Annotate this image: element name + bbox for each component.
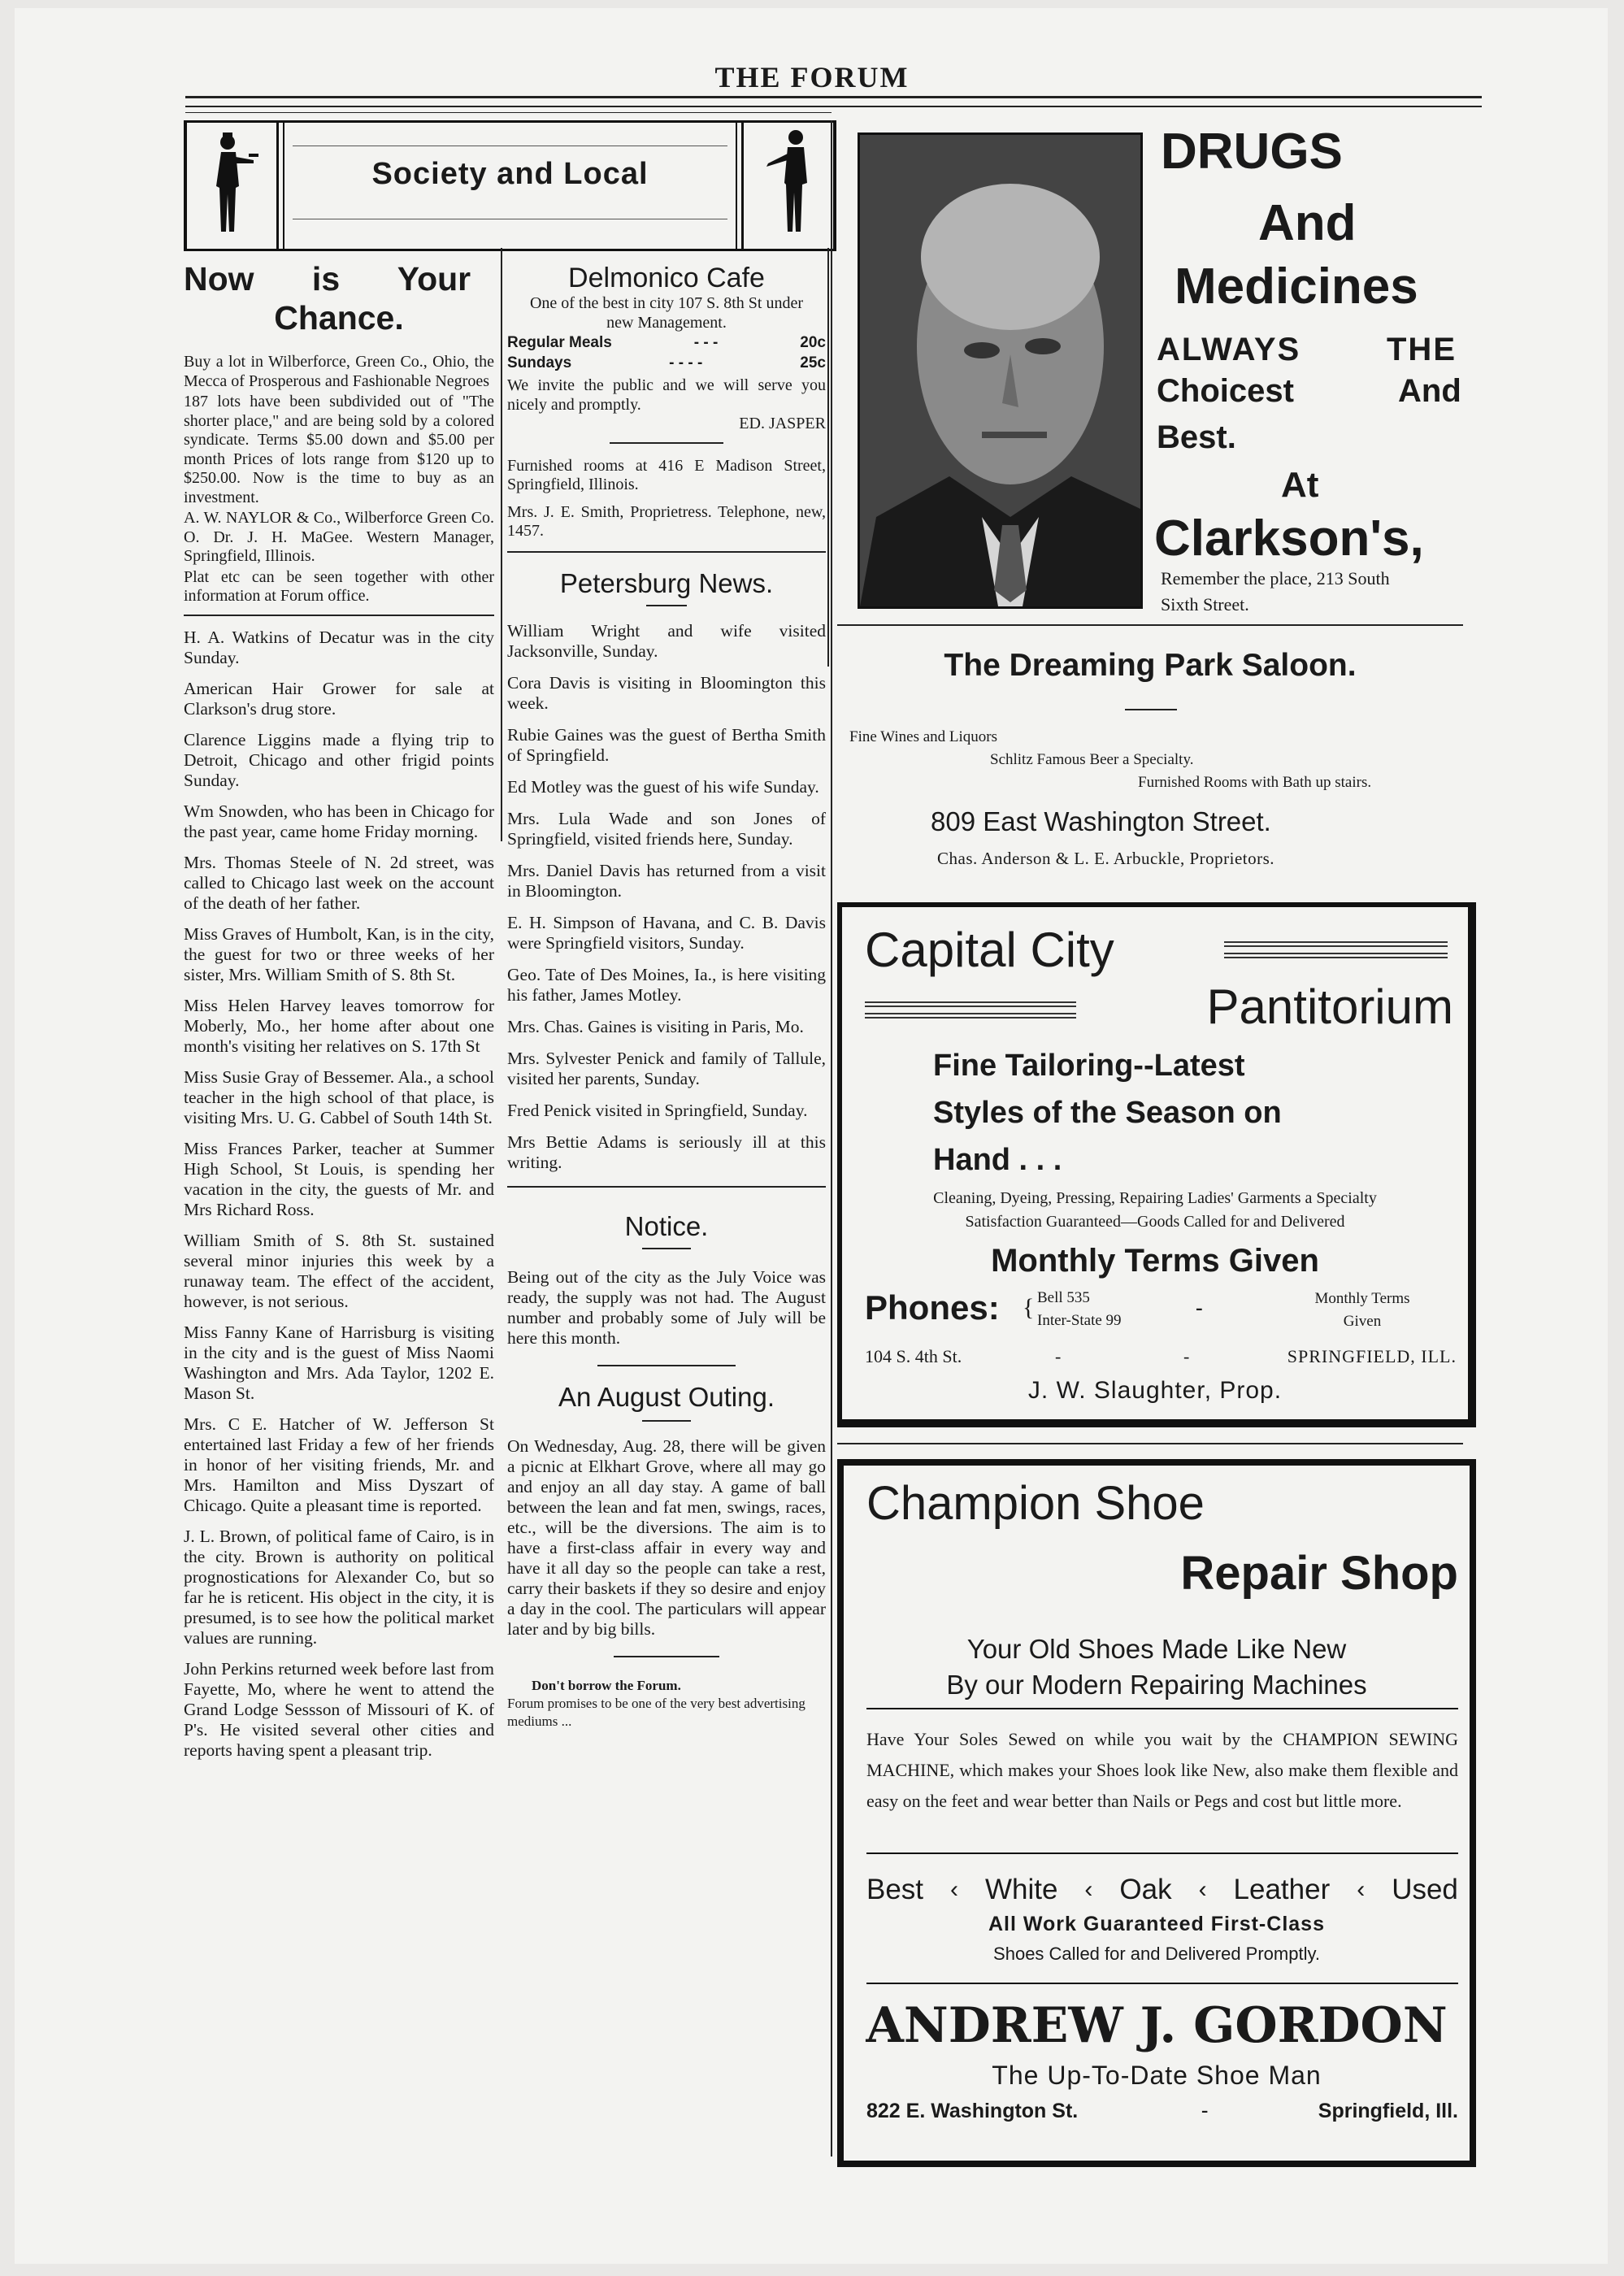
petersburg.items-item: Geo. Tate of Des Moines, Ia., is here visiting his father, James Motley. [507,964,826,1005]
shoe-rule-2 [866,1853,1458,1854]
saloon-wines: Fine Wines and Liquors [849,728,998,745]
arrow-icon: ‹ [1084,1876,1093,1903]
meal-price: 25c [800,354,826,371]
saloon-title: The Dreaming Park Saloon. [944,648,1357,683]
notice-rule [642,1248,691,1249]
chance-headline-1: Now is Your [184,260,471,298]
pantitorium-title2: Pantitorium [1206,979,1453,1034]
pantitorium-services: Cleaning, Dyeing, Pressing, Repairing Ladies' Garments a Specialty [933,1189,1377,1207]
leather-word: Oak [1119,1874,1172,1905]
chance-headline-2: Chance. [274,299,404,337]
arrow-icon: ‹ [1198,1876,1207,1903]
drugs-best: Best. [1157,419,1236,455]
pantitorium-terms: Monthly Terms Given [991,1243,1319,1279]
locals_left-item: William Smith of S. 8th St. sustained several minor injuries this week by a runaway team. The effect of the accident, however, is not serious. [184,1230,494,1311]
pantitorium-given: Given [1343,1313,1382,1330]
drugs-store: Clarkson's, [1154,510,1424,567]
drugs-remember: Remember the place, 213 South [1161,568,1390,589]
delmonico-rule [610,442,723,444]
pantitorium-interstate: Inter-State 99 [1037,1312,1122,1329]
portrait-image [860,135,1140,606]
chance-rule [184,615,494,616]
saloon-beer: Schlitz Famous Beer a Specialty. [990,751,1194,768]
petersburg.items-item: Rubie Gaines was the guest of Bertha Smith of Springfield. [507,724,826,765]
chance.paragraphs-item: Plat etc can be seen together with other information at Forum office. [184,567,494,605]
chance.paragraphs-item: 187 lots have been subdivided out of "The shorter place," and are being sold by a colored syndicate. Terms $5.00 down and $5.00 per month Prices of lots range from $120 up to $250.00. Now is the time to buy as an investment. [184,393,494,506]
outing-title: An August Outing. [558,1381,775,1412]
drugs-always: ALWAYS [1157,332,1301,367]
pantitorium-deco-4 [865,1013,1076,1019]
delmonico-invite: We invite the public and we will serve you nicely and promptly. [507,376,826,414]
locals_left-item: Mrs. Thomas Steele of N. 2d street, was called to Chicago last week on the account of the death of her father. [184,852,494,913]
locals_left-item: American Hair Grower for sale at Clarkson's drug store. [184,678,494,719]
meal-row [507,332,826,353]
pantitorium-dash: - [1196,1296,1203,1319]
shoe-rule-3 [866,1983,1458,1984]
chance-headline [184,260,494,298]
locals_left-item: Wm Snowden, who has been in Chicago for the past year, came home Friday morning. [184,801,494,841]
delmonico-intro: One of the best in city 107 S. 8th St under new Management. [529,294,804,332]
shoe-body: Have Your Soles Sewed on while you wait by the CHAMPION SEWING MACHINE, which makes your Shoes look like New, also make them flexible and easy on the feet and wear better than Nails or Pegs and cost but little more. [866,1729,1458,1811]
pantitorium-satisfaction: Satisfaction Guaranteed—Goods Called for and Delivered [965,1213,1345,1231]
column-rule-1 [501,248,502,841]
leather-word: Leather [1233,1874,1331,1905]
petersburg.items-item: Fred Penick visited in Springfield, Sunday. [507,1100,808,1120]
pantitorium-monthly [1273,1288,1452,1333]
shoe-leathers [866,1872,1458,1908]
locals_left-item: Miss Frances Parker, teacher at Summer High School, St Louis, is spending her vacation in the city, the guests of Mr. and Mrs Richard Ross. [184,1138,494,1219]
chance-body [184,353,494,606]
petersburg-items [507,621,826,1173]
saloon-address: 809 East Washington Street. [931,806,1271,836]
drugs-line2: And [1258,195,1357,251]
locals_left-item: J. L. Brown, of political fame of Cairo, is in the city. Brown is authority on political prognostications for Alexander Co, but so far he is reticent. His object in the city, it is presumed, is to see how the political market values are running. [184,1526,494,1648]
meal-label: Sundays [507,354,572,371]
delmonico-title: Delmonico Cafe [568,263,765,293]
petersburg-rule [646,605,687,606]
shoe-title1: Champion Shoe [866,1477,1205,1530]
meal-label: Regular Meals [507,334,612,351]
masthead: THE FORUM [714,61,910,93]
meal-price: 20c [800,334,826,351]
drugs-choicest: Choicest [1157,373,1294,409]
chance.paragraphs-item: Buy a lot in Wilberforce, Green Co., Ohio, the Mecca of Prosperous and Fashionable Negroes [184,353,494,390]
drugs-at: At [1281,465,1319,505]
petersburg-rule-top [507,551,826,553]
pantitorium-prop: J. W. Slaughter, Prop. [1027,1377,1283,1404]
petersburg.items-item: Mrs. Lula Wade and son Jones of Springfield, visited friends here, Sunday. [507,808,826,849]
pantitorium-tag2: Styles of the Season on [933,1096,1282,1130]
petersburg.items-item: Mrs. Sylvester Penick and family of Tallule, visited her parents, Sunday. [507,1048,826,1088]
pantitorium-phones-label: Phones: [865,1288,1000,1327]
outing-text: On Wednesday, Aug. 28, there will be given a picnic at Elkhart Grove, where all may go and enjoy an all day stay. A game of ball between the lean and fat men, swings, races, etc., will be the diversions. The aim is to have a first-class affair in every way and have it all day so the people can take a rest, carry their baskets if they so desire and enjoy a day in the cool. The particulars will appear later and by big bills. [507,1436,826,1639]
borrow-rule-top [614,1656,719,1657]
drugs-the: THE [1387,332,1457,367]
pantitorium-dot-1: - [1055,1346,1062,1366]
meal-dots: - - - [693,334,719,351]
leather-word: White [984,1874,1058,1905]
locals_left-item: Miss Susie Gray of Bessemer. Ala., a school teacher in the high school of that place, is visiting Mrs. U. G. Cabbel of South 14th St. [184,1066,494,1127]
portrait-photo [858,132,1143,609]
shoe-guarantee: All Work Guaranteed First-Class [988,1913,1325,1935]
drugs-and: And [1398,373,1461,409]
meal-dots: - - - - [669,354,703,371]
notice-title: Notice. [624,1210,709,1241]
pantitorium-ad [837,902,1476,1427]
delmonico-proprietress: Mrs. J. E. Smith, Proprietress. Telephone, new, 1457. [507,502,826,540]
shoe-dash: - [1201,2100,1209,2122]
leather-word: Used [1392,1874,1458,1905]
petersburg.items-item: E. H. Simpson of Havana, and C. B. Davis were Springfield visitors, Sunday. [507,912,826,953]
shoe-address: 822 E. Washington St. [866,2100,1079,2122]
pantitorium-dot-2: - [1183,1346,1190,1366]
column-rule-2 [827,248,829,667]
petersburg.items-item: Cora Davis is visiting in Bloomington this week. [507,672,826,713]
column-rule-3 [831,120,832,2157]
locals_left-item: John Perkins returned week before last from Fayette, Mo, where he went to attend the Grand Lodge Sessson of Missouri of K. of P's. He visited several other cities and reports having spent a pleasant trip. [184,1658,494,1760]
locals_left-item: Miss Fanny Kane of Harrisburg is visiting in the city and is the guest of Miss Naomi Washington and Mrs. Ada Taylor, 1202 E. Mason St. [184,1322,494,1403]
society-header-box [184,120,836,251]
drugs-street: Sixth Street. [1161,594,1249,615]
pantitorium-deco-1 [1224,941,1448,947]
pantitorium-tag3: Hand . . . [933,1143,1062,1177]
shoe-rule-top [837,1443,1463,1444]
locals_left-item: Mrs. C E. Hatcher of W. Jefferson St entertained last Friday a few of her friends in honor of her visiting friends, Mr. and Mrs. Hamilton and Miss Dyszart of Chicago. Quite a pleasant time is reported. [184,1414,494,1515]
locals_left-item: Miss Graves of Humbolt, Kan, is in the city, the guest for two or three weeks of her sister, Mrs. William Smith of S. 8th St. [184,923,494,984]
masthead-rule-thin [185,112,832,113]
locals_left-item: Miss Helen Harvey leaves tomorrow for Moberly, Mo., her home after about one month's visiting her relatives on S. 17th St [184,995,494,1056]
drugs-rule [837,624,1463,626]
shoe-motto: The Up-To-Date Shoe Man [992,2061,1322,2090]
shoe-sub1: Your Old Shoes Made Like New [966,1634,1347,1664]
saloon-rule [1125,709,1177,710]
petersburg.items-item: William Wright and wife visited Jacksonville, Sunday. [507,620,826,661]
shoe-sub2: By our Modern Repairing Machines [946,1670,1367,1700]
locals-left [184,628,494,1761]
pantitorium-deco-2 [1224,953,1448,958]
arrow-icon: ‹ [950,1876,959,1903]
pantitorium-deco-3 [865,1001,1076,1007]
locals_left-item: Clarence Liggins made a flying trip to Detroit, Chicago and other frigid points Sunday. [184,729,494,790]
shoe-owner: ANDREW J. GORDON [866,1997,1448,2054]
masthead-rule-bottom [185,106,1482,107]
pantitorium-brace: { [1023,1294,1035,1321]
petersburg.items-item: Mrs. Chas. Gaines is visiting in Paris, Mo. [507,1016,804,1036]
left-column [184,260,494,1771]
shoe-delivery: Shoes Called for and Delivered Promptly. [993,1944,1320,1964]
shoe-city: Springfield, Ill. [1318,2100,1458,2122]
borrow-title: Don't borrow the Forum. [532,1677,681,1693]
petersburg-title: Petersburg News. [559,567,774,598]
delmonico-rooms: Furnished rooms at 416 E Madison Street, Springfield, Illinois. [507,456,826,493]
saloon-rooms: Furnished Rooms with Bath up stairs. [1138,774,1372,791]
shoe-rule-1 [866,1708,1458,1709]
pantitorium-city: SPRINGFIELD, ILL. [1287,1346,1457,1366]
notice-text: Being out of the city as the July Voice was ready, the supply was not had. The August number and probably some of July will be here this month. [507,1266,826,1348]
pantitorium-address: 104 S. 4th St. [865,1346,962,1366]
pantitorium-monthly-terms: Monthly Terms [1314,1290,1410,1307]
outing-rule-top [597,1365,736,1366]
borrow-text: Forum promises to be one of the very best advertising mediums ... [507,1695,805,1729]
petersburg.items-item: Mrs. Daniel Davis has returned from a visit in Bloomington. [507,860,826,901]
meal-row [507,353,826,373]
delmonico-meals [507,332,826,373]
petersburg.items-item: Ed Motley was the guest of his wife Sunday. [507,776,819,797]
notice-rule-top [507,1186,826,1188]
drugs-line1: DRUGS [1161,124,1343,180]
society-title: Society and Local [371,157,649,191]
pantitorium-title1: Capital City [865,923,1114,977]
locals_left-item: H. A. Watkins of Decatur was in the city Sunday. [184,627,494,667]
petersburg.items-item: Mrs Bettie Adams is seriously ill at this writing. [507,1131,826,1172]
pantitorium-bell: Bell 535 [1037,1289,1090,1306]
shoe-ad [837,1459,1476,2167]
shoe-title2: Repair Shop [1180,1547,1458,1600]
drugs-line3: Medicines [1175,258,1418,315]
outing-rule [642,1420,691,1422]
arrow-icon: ‹ [1357,1876,1366,1903]
leather-word: Best [866,1874,924,1905]
saloon-proprietors: Chas. Anderson & L. E. Arbuckle, Proprietors. [937,849,1275,868]
pantitorium-tagline [933,1042,1282,1184]
middle-column [507,262,826,1731]
pantitorium-tag1: Fine Tailoring--Latest [933,1049,1245,1083]
masthead-rule-top [185,96,1482,98]
delmonico-sign: ED. JASPER [739,415,826,432]
chance.paragraphs-item: A. W. NAYLOR & Co., Wilberforce Green Co. O. Dr. J. H. MaGee. Western Manager, Springfield, Illinois. [184,509,494,565]
